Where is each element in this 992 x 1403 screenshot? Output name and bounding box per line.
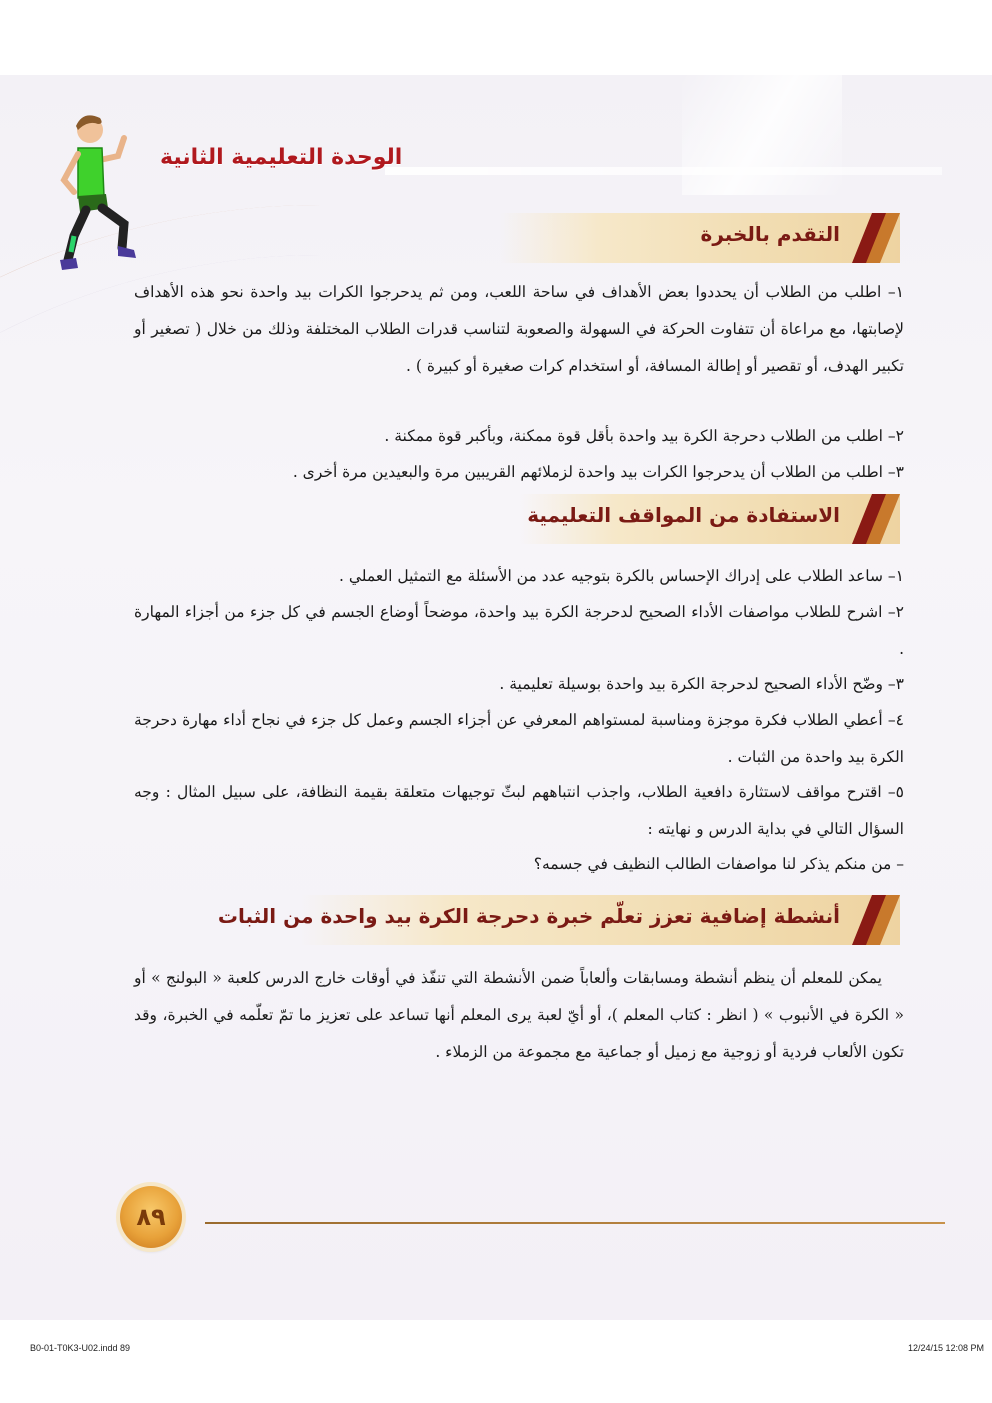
section-header-experience <box>500 213 900 263</box>
list-item: ٣– اطلب من الطلاب أن يدحرجوا الكرات بيد واحدة لزملائهم القريبين مرة والبعيدين مرة أخرى . <box>292 463 904 481</box>
list-item: ٣– وضّح الأداء الصحيح لدحرجة الكرة بيد واحدة بوسيلة تعليمية . <box>499 675 904 693</box>
runner-illustration <box>38 108 153 278</box>
unit-title-underline <box>385 167 942 175</box>
section-header-extra <box>217 895 900 945</box>
light-streak <box>682 75 842 195</box>
slug-date: 12/24/15 12:08 PM <box>907 1343 984 1353</box>
unit-title: الوحدة التعليمية الثانية <box>160 145 403 170</box>
section-title: التقدم بالخبرة <box>700 222 840 246</box>
paragraph: يمكن للمعلم أن ينظم أنشطة ومسابقات وألعاباً ضمن الأنشطة التي تنفّذ في أوقات خارج الدرس كلعبة « البولنج » أو « الكرة في الأنبوب » ( انظر : كتاب المعلم )، أو أيّ لعبة يرى المعلم أنها تساعد على تعزيز ما تمّ تعلّمه في الخبرة، وقد تكون الألعاب فردية أو زوجية مع زميل أو جماعية مع مجموعة من الزملاء . <box>134 969 904 1061</box>
list-item: ١– ساعد الطلاب على إدراك الإحساس بالكرة بتوجيه عدد من الأسئلة مع التمثيل العملي . <box>339 567 904 585</box>
header-slash-icon <box>852 213 900 263</box>
page-number: ٨٩ <box>120 1186 182 1248</box>
section-title: أنشطة إضافية تعزز تعلّم خبرة دحرجة الكرة بيد واحدة من الثبات <box>217 904 840 928</box>
list-item: ٢– اشرح للطلاب مواصفات الأداء الصحيح لدحرجة الكرة بيد واحدة، موضحاً أوضاع الجسم في كل جزء من أجزاء المهارة . <box>134 603 904 658</box>
header-slash-icon <box>852 895 900 945</box>
list-item: ١– اطلب من الطلاب أن يحددوا بعض الأهداف في ساحة اللعب، ومن ثم يدحرجوا الكرات بيد واحدة نحو هذه الأهداف لإصابتها، مع مراعاة أن تتفاوت الحركة في السهولة والصعوبة لتناسب قدرات الطلاب المختلفة وذلك من خلال ( تصغير أو تكبير الهدف، أو تقصير أو إطالة المسافة، أو استخدام كرات صغيرة أو كبيرة ) . <box>134 283 904 375</box>
section-title: الاستفادة من المواقف التعليمية <box>527 503 840 527</box>
list-item: ٤– أعطي الطلاب فكرة موجزة ومناسبة لمستواهم المعرفي عن أجزاء الجسم وعمل كل جزء في نجاح أداء مهارة دحرجة الكرة بيد واحدة من الثبات . <box>134 711 904 766</box>
footer-rule <box>205 1222 945 1224</box>
list-item: ٥– اقترح مواقف لاستثارة دافعية الطلاب، واجذب انتباههم لبثّ توجيهات متعلقة بقيمة النظافة، على سبيل المثال : وجه السؤال التالي في بداية الدرس و نهايته : <box>134 783 904 838</box>
list-item: ٢– اطلب من الطلاب دحرجة الكرة بيد واحدة بأقل قوة ممكنة، وبأكبر قوة ممكنة . <box>384 427 904 445</box>
slug-file: B0-01-T0K3-U02.indd 89 <box>30 1343 131 1353</box>
section-header-learning <box>520 494 900 544</box>
list-item: – من منكم يذكر لنا مواصفات الطالب النظيف في جسمه؟ <box>533 855 904 873</box>
header-slash-icon <box>852 494 900 544</box>
